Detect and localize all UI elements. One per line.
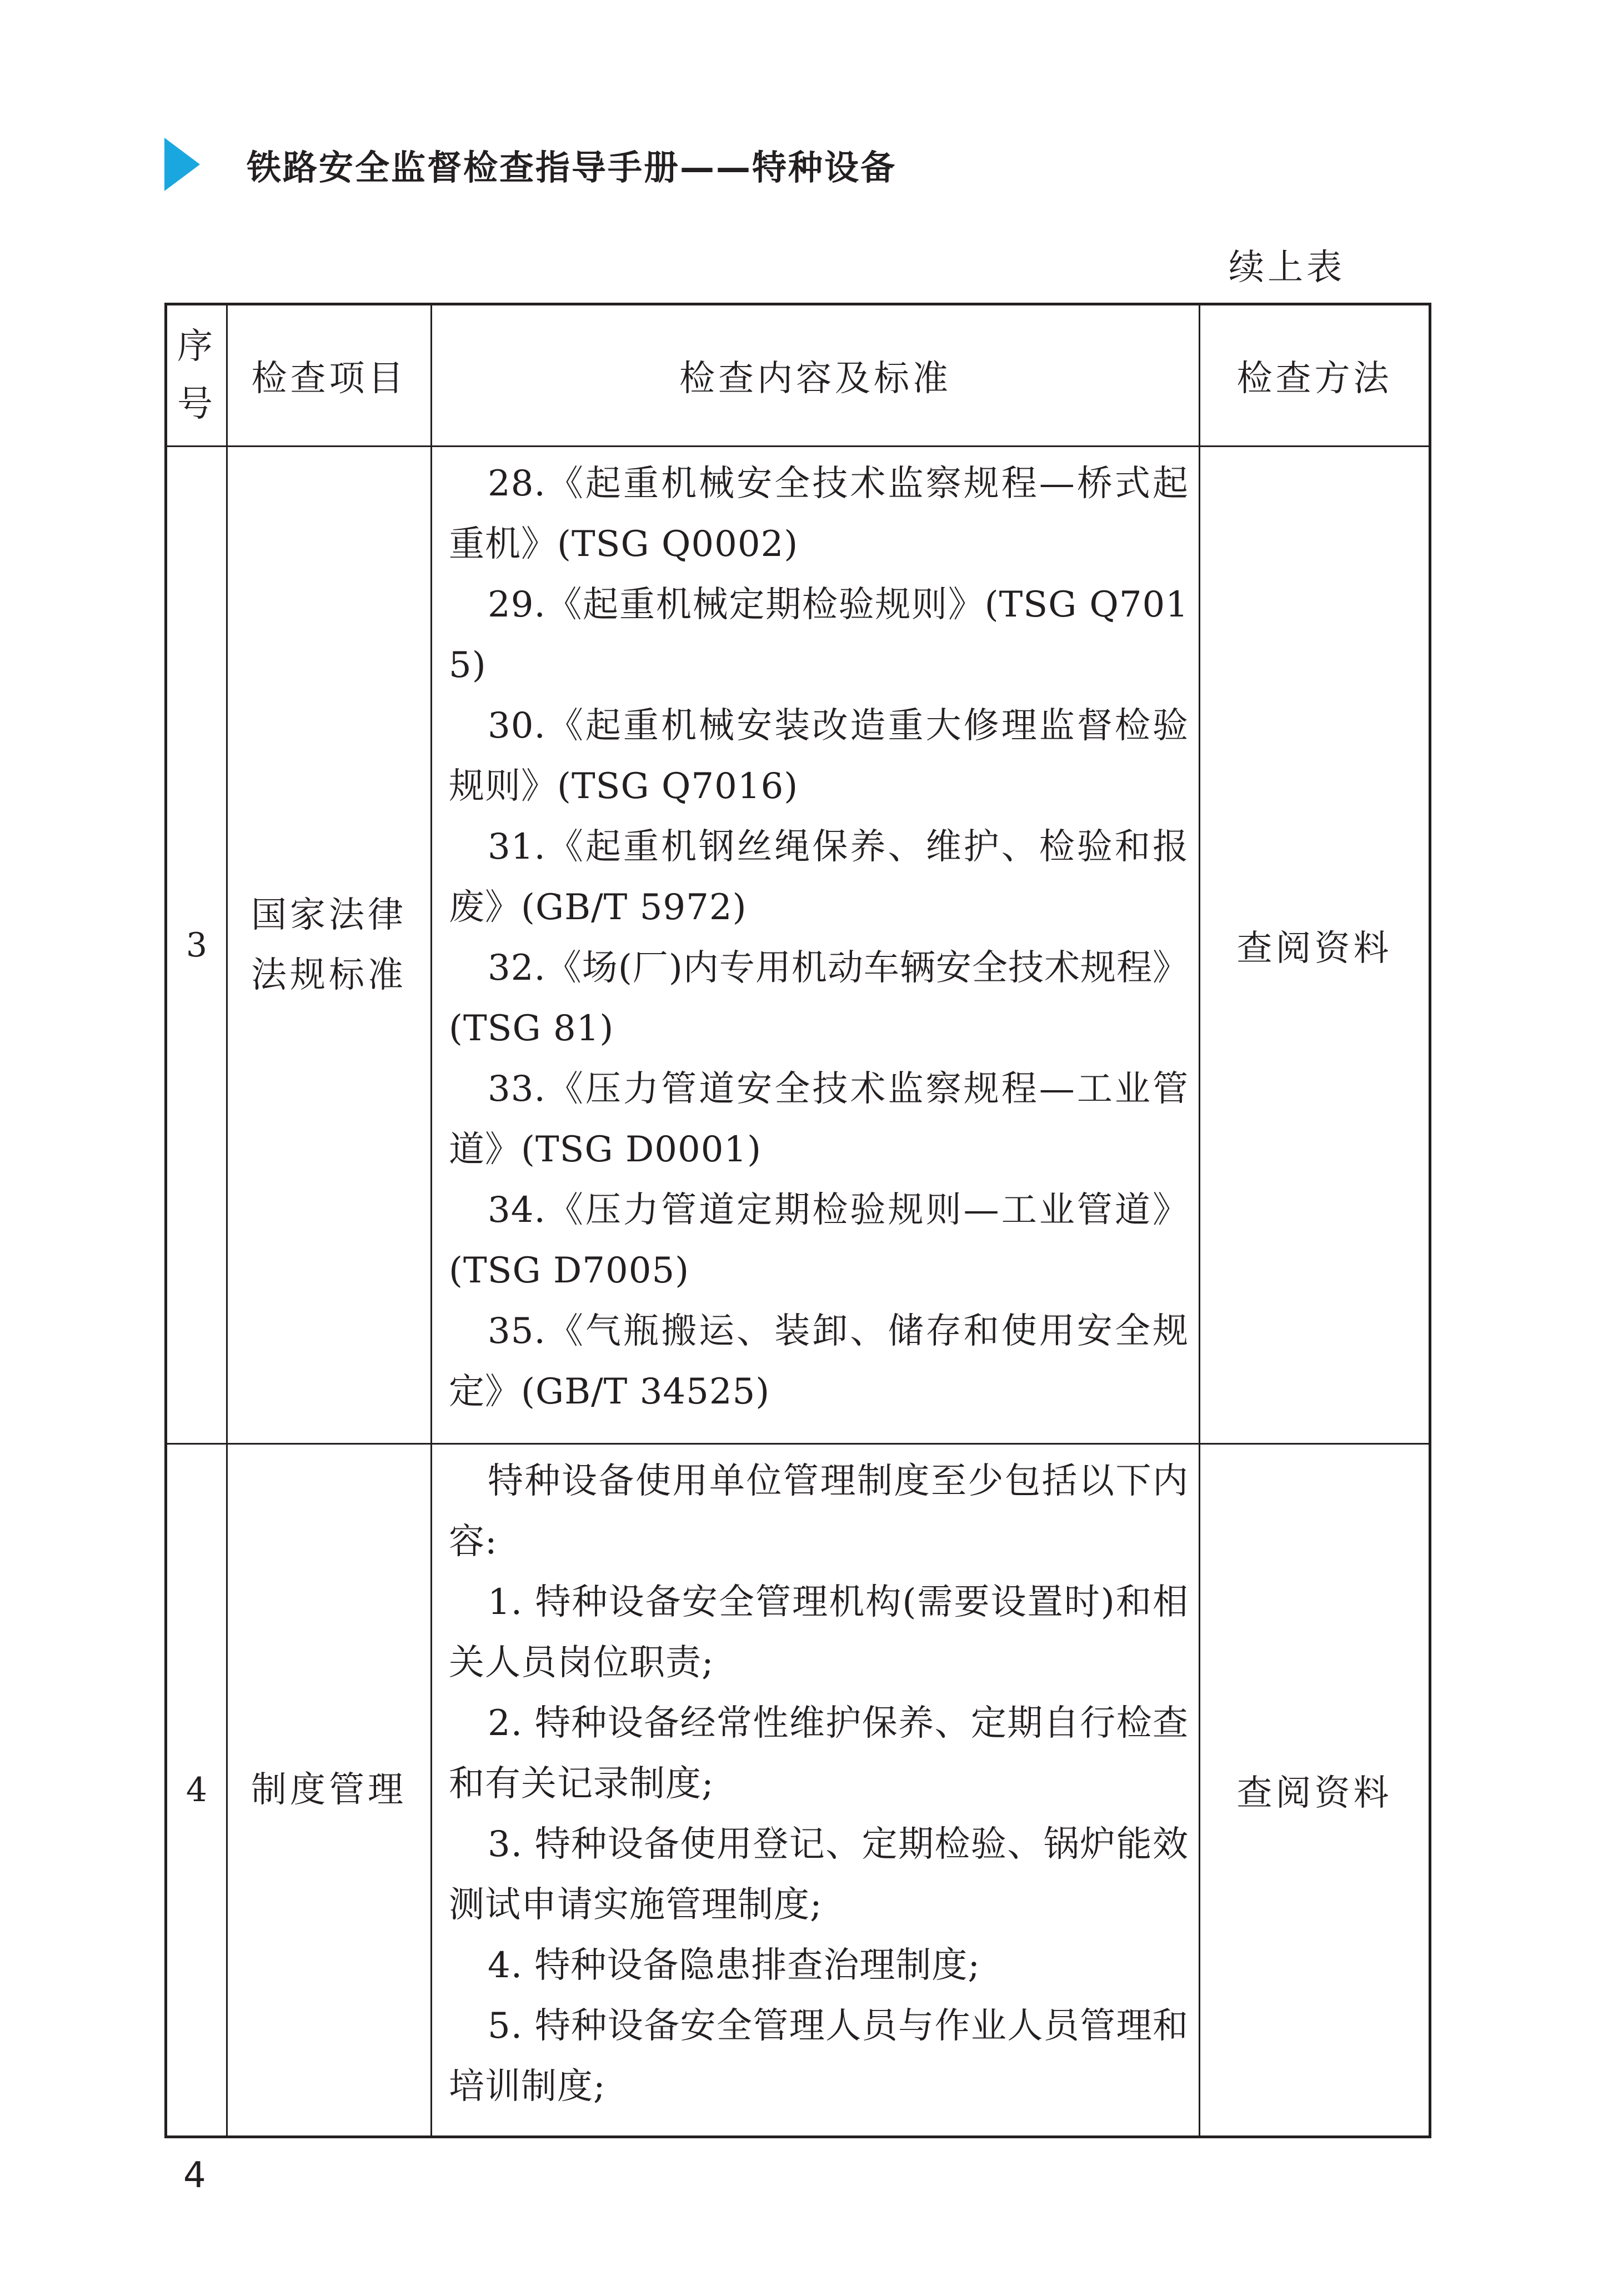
header-title: 铁路安全监督检查指导手册——特种设备 (247, 147, 897, 188)
page-header (164, 137, 896, 192)
column-header-method: 检查方法 (1200, 304, 1430, 447)
column-header-seq (166, 304, 227, 447)
table-row (166, 1444, 1430, 2137)
content-line: 2. 特种设备经常性维护保养、定期自行检查和有关记录制度; (449, 1703, 1189, 1804)
content-line: 31.《起重机钢丝绳保养、维护、检验和报废》(GB/T 5972) (449, 826, 1189, 928)
header-arrow-icon (164, 138, 200, 191)
table-header-row (166, 304, 1430, 447)
content-line: 33.《压力管道安全技术监察规程—工业管道》(TSG D0001) (449, 1069, 1189, 1170)
continued-label: 续上表 (1229, 247, 1345, 288)
content-line: 32.《场(厂)内专用机动车辆安全技术规程》(TSG 81) (449, 948, 1189, 1049)
row-content (432, 447, 1200, 1444)
row-seq: 3 (166, 447, 227, 1444)
row-method: 查阅资料 (1200, 447, 1430, 1444)
inspection-table (164, 303, 1431, 2138)
row-method: 查阅资料 (1200, 1444, 1430, 2137)
row-seq: 4 (166, 1444, 227, 2137)
content-line: 29.《起重机械定期检验规则》(TSG Q7015) (449, 584, 1189, 686)
content-line: 30.《起重机械安装改造重大修理监督检验规则》(TSG Q7016) (449, 705, 1189, 807)
page-number: 4 (183, 2155, 206, 2196)
content-line: 5. 特种设备安全管理人员与作业人员管理和培训制度; (449, 2006, 1189, 2107)
row-item: 制度管理 (227, 1444, 432, 2137)
table-row (166, 447, 1430, 1444)
column-header-content: 检查内容及标准 (432, 304, 1200, 447)
row-content (432, 1444, 1200, 2137)
content-line: 28.《起重机械安全技术监察规程—桥式起重机》(TSG Q0002) (449, 463, 1189, 565)
content-line: 特种设备使用单位管理制度至少包括以下内容: (449, 1461, 1189, 1562)
content-line: 35.《气瓶搬运、装卸、储存和使用安全规定》(GB/T 34525) (449, 1311, 1189, 1412)
row-item: 国家法律法规标准 (227, 447, 432, 1444)
content-line: 4. 特种设备隐患排查治理制度; (488, 1945, 980, 1986)
content-line: 34.《压力管道定期检验规则—工业管道》(TSG D7005) (449, 1190, 1189, 1291)
content-line: 3. 特种设备使用登记、定期检验、锅炉能效测试申请实施管理制度; (449, 1824, 1189, 1926)
content-line: 1. 特种设备安全管理机构(需要设置时)和相关人员岗位职责; (449, 1582, 1189, 1683)
column-header-seq-label: 序号 (177, 326, 216, 425)
column-header-item: 检查项目 (227, 304, 432, 447)
